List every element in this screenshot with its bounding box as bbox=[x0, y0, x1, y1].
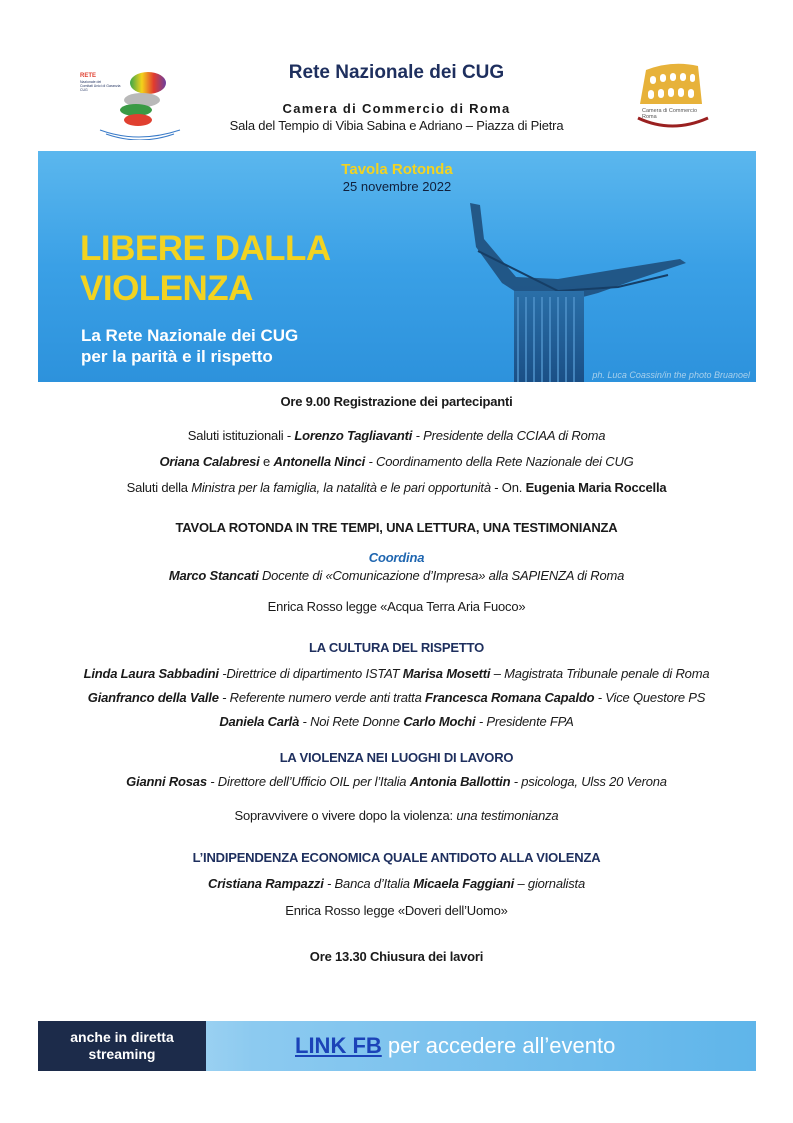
speaker-role: -Direttrice di dipartimento ISTAT bbox=[218, 666, 403, 681]
svg-text:Comitati Unici di Garanzia: Comitati Unici di Garanzia bbox=[80, 84, 121, 88]
speaker-name: Marco Stancati bbox=[168, 568, 259, 583]
streaming-label-line1: anche in diretta bbox=[70, 1029, 174, 1045]
coordina-label: Coordina bbox=[368, 550, 425, 565]
svg-text:CUG: CUG bbox=[80, 88, 88, 92]
event-date: 25 novembre 2022 bbox=[342, 179, 452, 194]
speaker-role: Docente di «Comunicazione d’Impresa» alla SAPIENZA di Roma bbox=[258, 568, 625, 583]
speaker-name: Francesca Romana Capaldo bbox=[425, 690, 595, 705]
speaker-role: - psicologa, Ulss 20 Verona bbox=[510, 774, 667, 789]
reading-line-1: Enrica Rosso legge «Acqua Terra Aria Fuoco» bbox=[267, 599, 526, 614]
event-tagline-line1: La Rete Nazionale dei CUG bbox=[81, 326, 299, 345]
greeting-prefix: Saluti istituzionali - bbox=[187, 428, 295, 443]
facebook-link-text bbox=[295, 1033, 615, 1059]
event-title-line1: LIBERE DALLA bbox=[80, 229, 331, 268]
svg-text:Roma: Roma bbox=[642, 114, 657, 120]
testimony-label: una testimonianza bbox=[456, 808, 559, 823]
speaker-role: - Banca d’Italia bbox=[323, 876, 414, 891]
facebook-link[interactable]: LINK FB bbox=[295, 1033, 382, 1058]
speaker-role: - Direttore dell’Ufficio OIL per l’Italia bbox=[206, 774, 410, 789]
coordinator-line bbox=[0, 568, 793, 583]
round-table-heading: TAVOLA ROTONDA IN TRE TEMPI, UNA LETTURA, UNA TESTIMONIANZA bbox=[175, 520, 618, 535]
speaker-role: Ministra per la famiglia, la natalità e le pari opportunità bbox=[191, 480, 491, 495]
speaker-role: – giornalista bbox=[514, 876, 585, 891]
greeting-line-1 bbox=[0, 428, 793, 443]
speaker-role: - Coordinamento della Rete Nazionale dei CUG bbox=[365, 454, 634, 469]
greeting-line-3 bbox=[0, 480, 793, 495]
greeting-title: - On. bbox=[490, 480, 526, 495]
svg-text:RETE: RETE bbox=[80, 73, 97, 79]
section-heading-workplace: LA VIOLENZA NEI LUOGHI DI LAVORO bbox=[279, 750, 514, 765]
colosseum-logo bbox=[632, 60, 712, 138]
speaker-name: Antonella Ninci bbox=[273, 454, 366, 469]
speaker-role: - Referente numero verde anti tratta bbox=[218, 690, 426, 705]
conjunction: e bbox=[259, 454, 274, 469]
banner-subtitle: Tavola Rotonda bbox=[341, 161, 453, 178]
speaker-role: - Presidente della CCIAA di Roma bbox=[412, 428, 606, 443]
speaker-name: Carlo Mochi bbox=[403, 714, 476, 729]
venue-address: Sala del Tempio di Vibia Sabina e Adriano – Piazza di Pietra bbox=[229, 118, 564, 133]
reading-line-2: Enrica Rosso legge «Doveri dell’Uomo» bbox=[285, 903, 508, 918]
speaker-name: Gianfranco della Valle bbox=[87, 690, 219, 705]
greeting-prefix: Saluti della bbox=[126, 480, 192, 495]
speakers-row bbox=[0, 666, 793, 681]
registration-line: Ore 9.00 Registrazione dei partecipanti bbox=[280, 394, 513, 409]
streaming-footer bbox=[38, 1021, 756, 1071]
speaker-role: - Presidente FPA bbox=[475, 714, 574, 729]
speaker-role: - Vice Questore PS bbox=[594, 690, 706, 705]
greeting-line-2 bbox=[0, 454, 793, 469]
speaker-name: Eugenia Maria Roccella bbox=[525, 480, 667, 495]
speakers-row bbox=[0, 690, 793, 705]
testimony-prefix: Sopravvivere o vivere dopo la violenza: bbox=[234, 808, 457, 823]
speakers-row bbox=[0, 774, 793, 789]
speaker-name: Marisa Mosetti bbox=[402, 666, 491, 681]
streaming-label bbox=[38, 1021, 206, 1071]
speaker-name: Linda Laura Sabbadini bbox=[83, 666, 219, 681]
speaker-role: - Noi Rete Donne bbox=[299, 714, 404, 729]
speaker-name: Antonia Ballottin bbox=[409, 774, 511, 789]
venue-name: Camera di Commercio di Roma bbox=[282, 101, 511, 116]
speaker-name: Gianni Rosas bbox=[126, 774, 207, 789]
event-tagline-line2: per la parità e il rispetto bbox=[81, 347, 273, 366]
org-title: Rete Nazionale dei CUG bbox=[288, 62, 505, 83]
speaker-role: – Magistrata Tribunale penale di Roma bbox=[490, 666, 710, 681]
speaker-name: Lorenzo Tagliavanti bbox=[294, 428, 413, 443]
speaker-name: Oriana Calabresi bbox=[159, 454, 260, 469]
speakers-row bbox=[0, 876, 793, 891]
closing-line: Ore 13.30 Chiusura dei lavori bbox=[309, 949, 484, 964]
speaker-name: Micaela Faggiani bbox=[413, 876, 515, 891]
section-heading-respect: LA CULTURA DEL RISPETTO bbox=[309, 640, 484, 655]
speaker-name: Cristiana Rampazzi bbox=[208, 876, 324, 891]
facebook-link-suffix: per accedere all’evento bbox=[381, 1033, 616, 1058]
event-banner bbox=[38, 151, 756, 382]
testimony-line bbox=[0, 808, 793, 823]
streaming-label-line2: streaming bbox=[88, 1046, 156, 1062]
photo-credit: ph. Luca Coassin/in the photo Bruanoel bbox=[592, 370, 750, 380]
speakers-row bbox=[0, 714, 793, 729]
section-heading-economic: L’INDIPENDENZA ECONOMICA QUALE ANTIDOTO ALLA VIOLENZA bbox=[192, 850, 601, 865]
speaker-name: Daniela Carlà bbox=[219, 714, 300, 729]
svg-text:Nazionale dei: Nazionale dei bbox=[80, 80, 102, 84]
event-title-line2: VIOLENZA bbox=[80, 269, 253, 308]
svg-text:Camera di Commercio: Camera di Commercio bbox=[642, 108, 698, 114]
